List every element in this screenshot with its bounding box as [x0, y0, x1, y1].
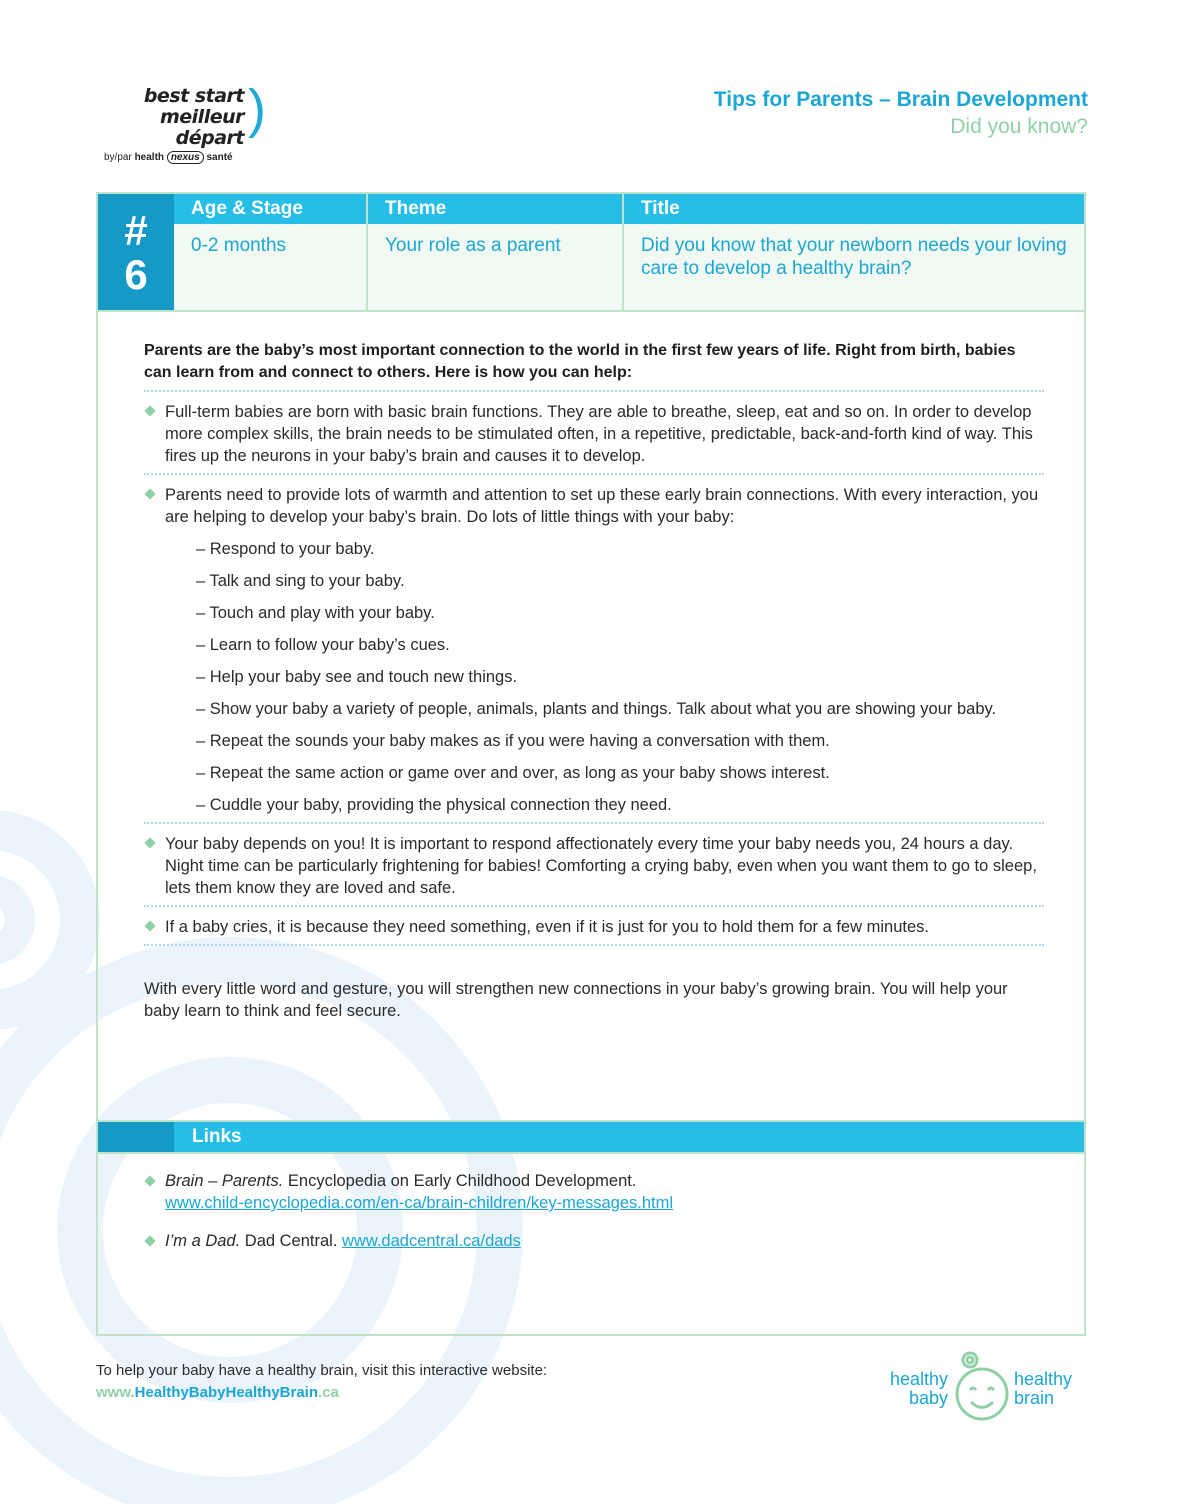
badge-right-line-1: healthy [1014, 1369, 1073, 1389]
bullet-text: If a baby cries, it is because they need something, even if it is just for you to hold them for a few minutes. [165, 918, 929, 936]
footer-website-link[interactable] [96, 1384, 339, 1401]
col-header-title: Title [624, 194, 1084, 224]
footer-text: To help your baby have a healthy brain, visit this interactive website: [96, 1362, 548, 1379]
sub-item: – Learn to follow your baby’s cues. [196, 636, 450, 654]
intro-paragraph: Parents are the baby’s most important connection to the world in the first few years of life. Right from birth, babies can learn from and connect to others. Here is how you can help: [144, 340, 1044, 392]
badge-left-text [880, 1370, 948, 1408]
logo-by-line [104, 152, 233, 163]
closing-paragraph: With every little word and gesture, you will strengthen new connections in your baby’s growing brain. You will help your baby learn to think and feel secure. [144, 980, 1008, 1020]
col-value-theme: Your role as a parent [368, 224, 622, 310]
logo-line-1: best start [143, 85, 244, 107]
links-header-block [98, 1122, 174, 1152]
dadcentral-link[interactable]: www.dadcentral.ca/dads [342, 1232, 521, 1250]
sub-item: – Help your baby see and touch new things. [196, 668, 518, 686]
page-title: Tips for Parents – Brain Development [713, 88, 1088, 111]
badge-right-text [1014, 1370, 1086, 1408]
link-source: Encyclopedia on Early Childhood Development. [283, 1172, 637, 1190]
sub-item: – Talk and sing to your baby. [196, 572, 405, 590]
col-value-title: Did you know that your newborn needs your loving care to develop a healthy brain? [624, 224, 1084, 310]
bullet-item [144, 824, 1044, 907]
bullet-item [144, 907, 1044, 946]
sub-item: – Respond to your baby. [196, 540, 375, 558]
logo-paren-icon: ) [248, 79, 266, 139]
links-list [144, 1170, 1044, 1268]
best-start-logo [104, 79, 266, 163]
diamond-bullet-icon [144, 405, 155, 416]
sub-item: – Cuddle your baby, providing the physical connection they need. [196, 796, 672, 814]
col-value-age-stage: 0-2 months [174, 224, 366, 310]
bullet-text: Parents need to provide lots of warmth and attention to set up these early brain connections. With every interaction, you are helping to develop your baby’s brain. Do lots of little things with your baby: [165, 486, 1039, 526]
main-content [144, 340, 1044, 1022]
link-title: I’m a Dad. [165, 1232, 241, 1250]
diamond-bullet-icon [144, 488, 155, 499]
sub-item: – Show your baby a variety of people, animals, plants and things. Talk about what you are showing your baby. [196, 700, 997, 718]
diamond-bullet-icon [144, 920, 155, 931]
bullet-text: Your baby depends on you! It is important to respond affectionately every time your baby needs you, 24 hours a day. Night time can be particularly frightening for babies! Comforting a crying baby, even when you want them to go to sleep, lets them know they are loved and safe. [165, 835, 1037, 897]
links-heading: Links [174, 1122, 1084, 1152]
sub-item: – Touch and play with your baby. [196, 604, 435, 622]
diamond-bullet-icon [144, 1175, 155, 1186]
footer-url-main: HealthyBabyHealthyBrain [134, 1384, 319, 1401]
sub-item: – Repeat the sounds your baby makes as if you were having a conversation with them. [196, 732, 830, 750]
logo-by-health: health [134, 152, 165, 163]
column-divider [622, 194, 624, 310]
badge-left-line-1: healthy [889, 1369, 948, 1389]
page-subtitle: Did you know? [950, 115, 1088, 138]
healthy-baby-healthy-brain-logo [880, 1350, 1086, 1426]
link-item [144, 1230, 1044, 1252]
diamond-bullet-icon [144, 837, 155, 848]
links-bottom-divider [98, 1152, 1084, 1154]
sub-item: – Repeat the same action or game over and over, as long as your baby shows interest. [196, 764, 830, 782]
bullet-item [144, 475, 1044, 824]
col-header-theme: Theme [368, 194, 622, 224]
link-title: Brain – Parents. [165, 1172, 284, 1190]
links-top-divider [98, 1120, 1084, 1122]
logo-by-nexus: nexus [167, 151, 204, 164]
column-divider [366, 194, 368, 310]
logo-by-sante: santé [206, 152, 233, 163]
footer-url-prefix: www. [96, 1384, 135, 1401]
logo-line-2: meilleur départ [159, 106, 244, 149]
tip-number-cell [98, 194, 174, 310]
diamond-bullet-icon [144, 1235, 155, 1246]
logo-by-prefix: by/par [104, 152, 132, 163]
child-encyclopedia-link[interactable]: www.child-encyclopedia.com/en-ca/brain-children/key-messages.html [165, 1194, 674, 1212]
link-item [144, 1170, 1044, 1214]
bullet-item [144, 392, 1044, 475]
footer-url-suffix: .ca [318, 1384, 339, 1401]
tip-number: 6 [124, 251, 148, 298]
tip-hash: # [124, 207, 148, 254]
table-bottom-divider [98, 310, 1084, 312]
col-header-age-stage: Age & Stage [174, 194, 366, 224]
badge-right-line-2: brain [1014, 1388, 1055, 1408]
badge-left-line-2: baby [908, 1388, 948, 1408]
bullet-text: Full-term babies are born with basic brain functions. They are able to breathe, sleep, eat and so on. In order to develop more complex skills, the brain needs to be stimulated often, in a repetitive, predictable, back-and-forth kind of way. This fires up the neurons in your baby’s brain and causes it to develop. [165, 403, 1033, 465]
baby-face-icon [952, 1350, 1012, 1426]
link-source: Dad Central. [240, 1232, 342, 1250]
